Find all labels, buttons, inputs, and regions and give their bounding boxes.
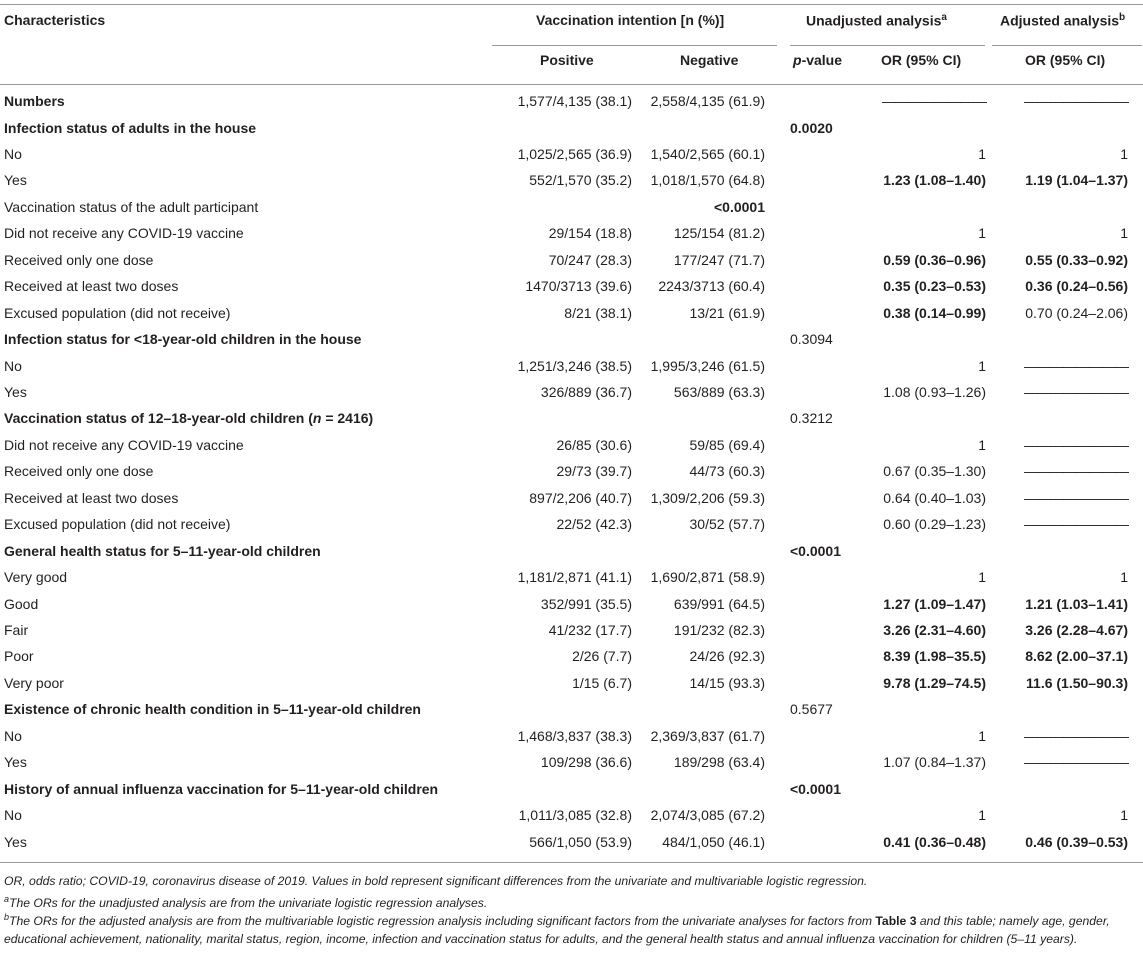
table-row — [0, 459, 1143, 485]
negative-cell: 177/247 (71.7) — [673, 251, 765, 268]
header-characteristics: Characteristics — [4, 12, 106, 28]
negative-cell: 484/1,050 (46.1) — [662, 833, 765, 850]
negative-cell: 2,074/3,085 (67.2) — [650, 807, 765, 824]
header-bottom-rule — [0, 84, 1143, 85]
table-row — [0, 221, 1143, 247]
table-row — [0, 380, 1143, 406]
or-unadjusted-cell: 3.26 (2.31–4.60) — [883, 622, 986, 638]
table-row — [0, 644, 1143, 670]
row-label: Excused population (did not receive) — [4, 304, 231, 321]
row-label: Yes — [4, 383, 27, 400]
header-negative: Negative — [680, 52, 739, 68]
header-positive: Positive — [540, 52, 594, 68]
or-adjusted-cell: 3.26 (2.28–4.67) — [1025, 622, 1128, 638]
header-unadjusted-analysis: Unadjusted analysis$^a$ — [806, 12, 947, 29]
or-adjusted-cell: 0.70 (0.24–2.06) — [1025, 304, 1128, 321]
positive-cell: 2/26 (7.7) — [572, 648, 632, 665]
or-adjusted-cell: 1.21 (1.03–1.41) — [1025, 595, 1128, 612]
row-label: Received at least two doses — [4, 278, 179, 295]
or-adjusted-cell: ———————— — [1024, 383, 1128, 400]
or-unadjusted-cell: 1 — [978, 727, 986, 744]
p-value-cell: <0.0001 — [790, 542, 841, 559]
or-adjusted-cell: 1.19 (1.04–1.37) — [1025, 172, 1128, 189]
or-unadjusted-cell: 1 — [978, 807, 986, 824]
negative-cell: 59/85 (69.4) — [689, 436, 765, 453]
negative-cell: <0.0001 — [714, 198, 765, 215]
positive-cell: 70/247 (28.3) — [548, 251, 632, 268]
table-row — [0, 168, 1143, 194]
positive-cell: 26/85 (30.6) — [556, 436, 632, 453]
table-row — [0, 803, 1143, 829]
row-label: Vaccination status of the adult participant — [4, 198, 259, 215]
negative-cell: 2,369/3,837 (61.7) — [650, 727, 765, 744]
negative-cell: 191/232 (82.3) — [673, 622, 765, 638]
or-unadjusted-cell: 9.78 (1.29–74.5) — [883, 674, 986, 691]
table-row — [0, 565, 1143, 591]
table-row — [0, 116, 1143, 142]
or-adjusted-cell: 1 — [1120, 225, 1128, 242]
header-rule-adjusted — [992, 45, 1142, 46]
row-label: Received only one dose — [4, 463, 154, 480]
or-adjusted-cell: ———————— — [1024, 357, 1128, 374]
table-row — [0, 750, 1143, 776]
negative-cell: 1,018/1,570 (64.8) — [650, 172, 765, 189]
positive-cell: 1,468/3,837 (38.3) — [517, 727, 632, 744]
positive-cell: 552/1,570 (35.2) — [529, 172, 632, 189]
row-label: Yes — [4, 172, 27, 189]
table-row — [0, 406, 1143, 432]
negative-cell: 14/15 (93.3) — [689, 674, 765, 691]
or-adjusted-cell: ———————— — [1024, 436, 1128, 453]
p-value-cell: 0.0020 — [790, 119, 833, 136]
negative-cell: 189/298 (63.4) — [673, 754, 765, 771]
positive-cell: 22/52 (42.3) — [556, 516, 632, 533]
negative-cell: 639/991 (64.5) — [673, 595, 765, 612]
negative-cell: 44/73 (60.3) — [689, 463, 765, 480]
positive-cell: 566/1,050 (53.9) — [529, 833, 632, 850]
row-label: Yes — [4, 833, 27, 850]
table-row — [0, 142, 1143, 168]
row-label: Yes — [4, 754, 27, 771]
or-unadjusted-cell: 0.60 (0.29–1.23) — [883, 516, 986, 533]
row-label: Infection status of adults in the house — [4, 119, 257, 136]
negative-cell: 1,309/2,206 (59.3) — [650, 489, 765, 506]
or-adjusted-cell: 0.55 (0.33–0.92) — [1025, 251, 1128, 268]
header-or-adjusted: OR (95% CI) — [1025, 52, 1106, 68]
positive-cell: 1/15 (6.7) — [572, 674, 632, 691]
positive-cell: 1,577/4,135 (38.1) — [517, 93, 632, 109]
or-unadjusted-cell: 1.23 (1.08–1.40) — [883, 172, 986, 189]
footnote-abbreviations: OR, odds ratio; COVID-19, coronavirus disease of 2019. Values in bold represent significant differences from the univariate and multivariable logistic regression. — [4, 874, 868, 888]
positive-cell: 8/21 (38.1) — [564, 304, 632, 321]
or-adjusted-cell: 8.62 (2.00–37.1) — [1025, 648, 1128, 665]
positive-cell: 109/298 (36.6) — [540, 754, 632, 771]
or-unadjusted-cell: 1.07 (0.84–1.37) — [883, 754, 986, 771]
positive-cell: 1,011/3,085 (32.8) — [518, 807, 632, 824]
table-row — [0, 89, 1143, 115]
negative-cell: 563/889 (63.3) — [673, 383, 765, 400]
positive-cell: 352/991 (35.5) — [540, 595, 632, 612]
row-label: Very good — [4, 569, 68, 586]
table-top-rule — [0, 4, 1143, 5]
negative-cell: 125/154 (81.2) — [673, 225, 765, 242]
or-unadjusted-cell: 1 — [978, 436, 986, 453]
header-or-unadjusted: OR (95% CI) — [881, 52, 962, 68]
positive-cell: 29/154 (18.8) — [548, 225, 632, 242]
table-row — [0, 697, 1143, 723]
table-row — [0, 354, 1143, 380]
or-adjusted-cell: 0.46 (0.39–0.53) — [1025, 833, 1128, 850]
positive-cell: 1,251/3,246 (38.5) — [517, 357, 632, 374]
or-unadjusted-cell: 1 — [978, 145, 986, 162]
positive-cell: 1470/3713 (39.6) — [525, 278, 632, 295]
row-label: Numbers — [4, 93, 65, 109]
or-adjusted-cell: ———————— — [1024, 727, 1128, 744]
table-row — [0, 830, 1143, 856]
table-row — [0, 248, 1143, 274]
table-row — [0, 618, 1143, 644]
header-p-value: p-value — [793, 52, 843, 68]
or-unadjusted-cell: 0.38 (0.14–0.99) — [883, 304, 986, 321]
positive-cell: 326/889 (36.7) — [540, 383, 632, 400]
p-value-cell: 0.5677 — [790, 701, 833, 718]
negative-cell: 1,690/2,871 (58.9) — [650, 569, 765, 586]
table-row — [0, 777, 1143, 803]
table-row — [0, 539, 1143, 565]
row-label: Did not receive any COVID-19 vaccine — [4, 225, 244, 242]
footnote-a: $^a$The ORs for the unadjusted analysis are from the univariate logistic regression analyses. — [4, 894, 488, 911]
negative-cell: 2,558/4,135 (61.9) — [650, 93, 765, 109]
table-row — [0, 486, 1143, 512]
row-label: General health status for 5–11-year-old children — [4, 542, 321, 559]
row-label: Received at least two doses — [4, 489, 179, 506]
negative-cell: 24/26 (92.3) — [689, 648, 765, 665]
p-value-cell: 0.3094 — [790, 331, 833, 347]
or-adjusted-cell: ———————— — [1024, 516, 1128, 533]
or-adjusted-cell: ———————— — [1024, 754, 1128, 771]
or-adjusted-cell: ———————— — [1024, 463, 1128, 480]
negative-cell: 1,540/2,565 (60.1) — [650, 145, 765, 162]
p-value-cell: <0.0001 — [790, 780, 841, 797]
or-adjusted-cell: 1 — [1120, 807, 1128, 824]
table-row — [0, 671, 1143, 697]
table-row — [0, 327, 1143, 353]
footnote-b: $^b$The ORs for the adjusted analysis are from the multivariable logistic regression analysis including significant factors from the univariate analyses for factors from Table 3 and this table; namely age, gender, educational achievement, nationality, marital status, region, income, infection and vaccination status for adults, and the general health status and annual influenza vaccination for children (5–11 years). — [4, 912, 1110, 947]
table-row — [0, 724, 1143, 750]
positive-cell: 897/2,206 (40.7) — [529, 489, 632, 506]
negative-cell: 30/52 (57.7) — [689, 516, 765, 533]
table-bottom-rule — [0, 862, 1143, 863]
row-label: No — [4, 357, 22, 374]
or-adjusted-cell: ———————— — [1024, 93, 1128, 109]
row-label: Did not receive any COVID-19 vaccine — [4, 436, 244, 453]
positive-cell: 1,025/2,565 (36.9) — [517, 145, 632, 162]
positive-cell: 1,181/2,871 (41.1) — [517, 569, 632, 586]
header-rule-unadjusted — [790, 45, 985, 46]
positive-cell: 29/73 (39.7) — [556, 463, 632, 480]
table-row — [0, 592, 1143, 618]
p-value-cell: 0.3212 — [790, 410, 833, 427]
row-label: No — [4, 145, 22, 162]
table-row — [0, 512, 1143, 538]
or-unadjusted-cell: ———————— — [882, 93, 986, 109]
header-adjusted-analysis: Adjusted analysis$^b$ — [1000, 12, 1126, 29]
negative-cell: 2243/3713 (60.4) — [658, 278, 765, 295]
row-label: Good — [4, 595, 39, 612]
row-label: Fair — [4, 622, 29, 638]
or-unadjusted-cell: 8.39 (1.98–35.5) — [883, 648, 986, 665]
or-unadjusted-cell: 0.67 (0.35–1.30) — [883, 463, 986, 480]
or-adjusted-cell: 1 — [1120, 569, 1128, 586]
positive-cell: 41/232 (17.7) — [548, 622, 632, 638]
table-row — [0, 195, 1143, 221]
or-unadjusted-cell: 1 — [978, 569, 986, 586]
or-unadjusted-cell: 1.08 (0.93–1.26) — [883, 383, 986, 400]
or-unadjusted-cell: 0.35 (0.23–0.53) — [883, 278, 986, 295]
or-unadjusted-cell: 1 — [978, 357, 986, 374]
or-adjusted-cell: 11.6 (1.50–90.3) — [1026, 674, 1128, 691]
or-unadjusted-cell: 0.41 (0.36–0.48) — [883, 833, 986, 850]
negative-cell: 1,995/3,246 (61.5) — [650, 357, 765, 374]
row-label: No — [4, 807, 22, 824]
table-row — [0, 433, 1143, 459]
row-label: Received only one dose — [4, 251, 154, 268]
or-adjusted-cell: ———————— — [1024, 489, 1128, 506]
row-label: Vaccination status of 12–18-year-old children (n = 2416) — [4, 410, 374, 427]
or-unadjusted-cell: 0.64 (0.40–1.03) — [883, 489, 986, 506]
table-row — [0, 274, 1143, 300]
row-label: Very poor — [4, 674, 64, 691]
or-unadjusted-cell: 0.59 (0.36–0.96) — [883, 251, 986, 268]
or-unadjusted-cell: 1 — [978, 225, 986, 242]
row-label: No — [4, 727, 22, 744]
or-adjusted-cell: 1 — [1120, 145, 1128, 162]
row-label: Infection status for <18-year-old children in the house — [4, 331, 362, 347]
or-adjusted-cell: 0.36 (0.24–0.56) — [1025, 278, 1128, 295]
row-label: Existence of chronic health condition in 5–11-year-old children — [4, 701, 421, 718]
or-unadjusted-cell: 1.27 (1.09–1.47) — [883, 595, 986, 612]
header-rule-intention — [492, 45, 777, 46]
negative-cell: 13/21 (61.9) — [689, 304, 765, 321]
row-label: Poor — [4, 648, 34, 665]
row-label: Excused population (did not receive) — [4, 516, 231, 533]
header-vaccination-intention: Vaccination intention [n (%)] — [536, 12, 725, 28]
row-label: History of annual influenza vaccination for 5–11-year-old children — [4, 780, 439, 797]
table-row — [0, 301, 1143, 327]
